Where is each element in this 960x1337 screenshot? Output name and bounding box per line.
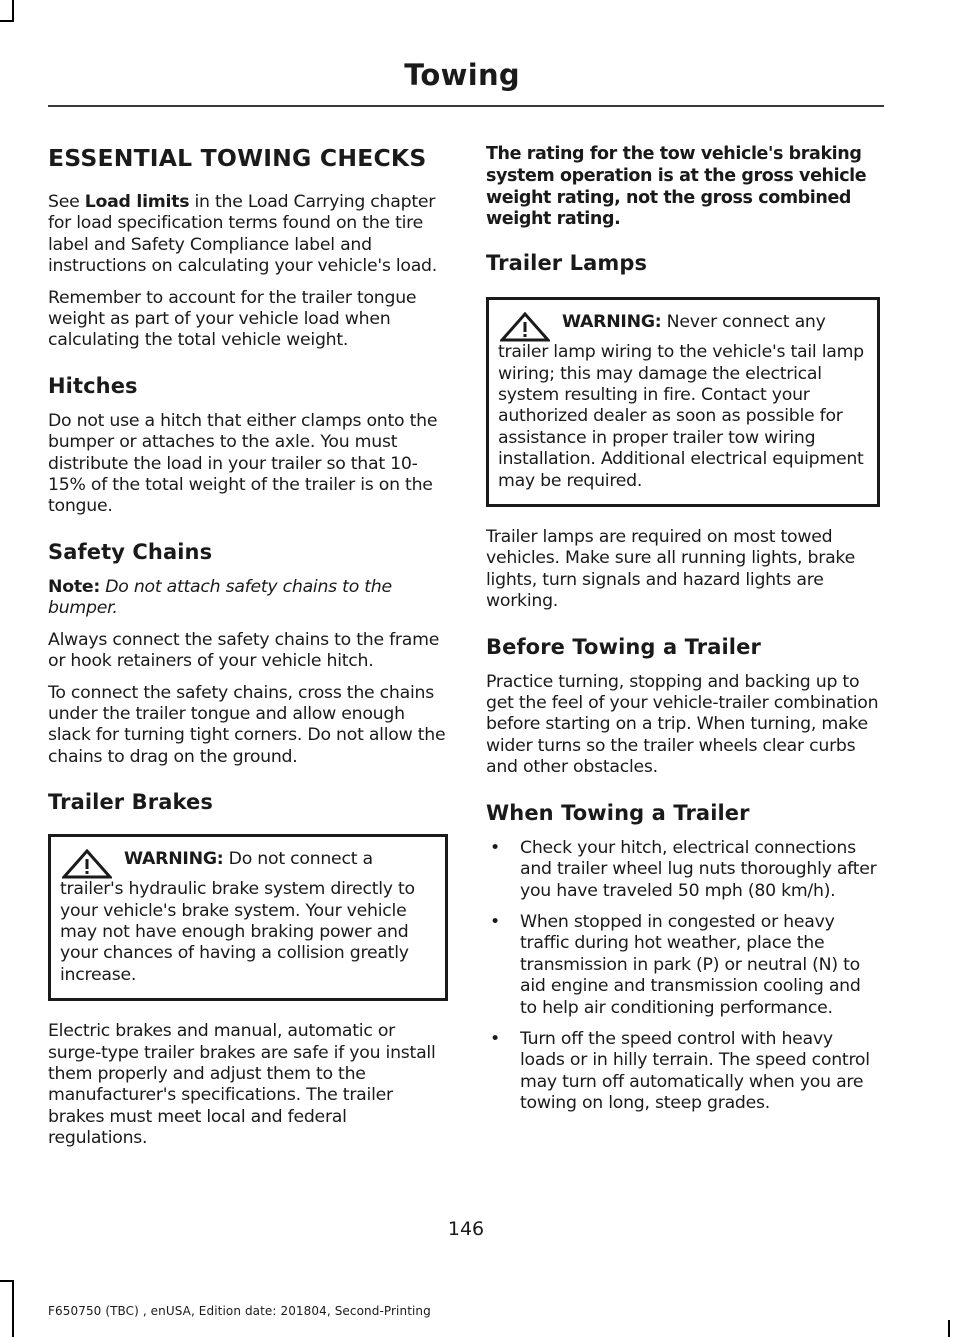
note-paragraph (48, 577, 448, 620)
load-limits-link[interactable]: Load limits (84, 192, 190, 212)
tongue-weight-paragraph: Remember to account for the trailer tongue weight as part of your vehicle load when calculating the total vehicle weight. (48, 287, 417, 351)
when-towing-heading: When Towing a Trailer (486, 800, 750, 825)
text-span: in the Load Carrying chapter for load specification terms found on the tire label and Safety Compliance label and instructions on calculating your vehicle's load. (48, 192, 438, 277)
list-item-text: Check your hitch, electrical connections and trailer wheel lug nuts thoroughly after you have traveled 50 mph (80 km/h). (520, 837, 877, 901)
chains-paragraph-2: To connect the safety chains, cross the chains under the trailer tongue and allow enough slack for turning tight corners. Do not allow the chains to drag on the ground. (48, 682, 446, 767)
rating-paragraph: The rating for the tow vehicle's braking system operation is at the gross vehicle weight rating, not the gross combined weight rating. (486, 144, 867, 230)
warning-label: WARNING: (562, 312, 662, 333)
bullet: • (490, 837, 500, 858)
crop-mark (948, 1320, 950, 1337)
header-divider (48, 105, 884, 107)
when-towing-list (486, 838, 880, 1115)
brakes-warning-box (48, 834, 448, 1001)
note-label: Note: (48, 576, 100, 597)
crop-mark (12, 0, 14, 22)
lamps-paragraph: Trailer lamps are required on most towed vehicles. Make sure all running lights, brake lights, turn signals and hazard lights are working. (486, 527, 855, 612)
list-item-text: When stopped in congested or heavy traffic during hot weather, place the transmission in park (P) or neutral (N) to aid engine and transmission cooling and to help air conditioning performance. (520, 911, 861, 1018)
text-span: See (48, 192, 85, 212)
crop-mark (12, 1280, 14, 1337)
list-item (486, 838, 880, 902)
warning-triangle-icon (62, 849, 112, 879)
section-heading: ESSENTIAL TOWING CHECKS (48, 144, 427, 172)
bullet: • (490, 1028, 500, 1049)
bullet: • (490, 911, 500, 932)
warning-text: Never connect any trailer lamp wiring to the vehicle's tail lamp wiring; this may damage the electrical system resulting in fire. Contact your authorized dealer as soon as possible for assistance in proper trailer tow wiring installation. Additional electrical equipment may be required. (498, 312, 864, 491)
crop-mark (0, 1280, 14, 1282)
warning-triangle-icon (500, 312, 550, 342)
lamps-warning-box (486, 297, 880, 507)
warning-text: Do not connect a trailer's hydraulic brake system directly to your vehicle's brake system. Your vehicle may not have enough braking power and your chances of having a collision greatly increase. (60, 849, 415, 985)
list-item (486, 912, 880, 1019)
safety-chains-heading: Safety Chains (48, 539, 213, 564)
hitches-paragraph: Do not use a hitch that either clamps onto the bumper or attaches to the axle. You must distribute the load in your trailer so that 10-15% of the total weight of the trailer is on the tongue. (48, 410, 438, 517)
brakes-paragraph: Electric brakes and manual, automatic or surge-type trailer brakes are safe if you install them properly and adjust them to the manufacturer's specifications. The trailer brakes must meet local and federal regulations. (48, 1021, 436, 1149)
hitches-heading: Hitches (48, 373, 138, 398)
crop-mark (0, 20, 14, 22)
right-column (486, 144, 880, 1125)
load-limits-paragraph (48, 192, 448, 278)
page-title: Towing (404, 58, 520, 92)
list-item-text: Turn off the speed control with heavy loads or in hilly terrain. The speed control may turn off automatically when you are towing on long, steep grades. (520, 1028, 870, 1114)
trailer-lamps-heading: Trailer Lamps (486, 251, 648, 276)
trailer-brakes-heading: Trailer Brakes (48, 790, 213, 815)
footer-edition-info: F650750 (TBC) , enUSA, Edition date: 201804, Second-Printing (48, 1304, 431, 1318)
before-towing-paragraph: Practice turning, stopping and backing up to get the feel of your vehicle-trailer combination before starting on a trip. When turning, make wider turns so the trailer wheels clear curbs and other obstacles. (486, 671, 879, 778)
before-towing-heading: Before Towing a Trailer (486, 634, 761, 659)
left-column (48, 144, 448, 1160)
list-item (486, 1029, 880, 1115)
warning-label: WARNING: (124, 849, 224, 870)
note-text: Do not attach safety chains to the bumper. (48, 576, 392, 619)
chains-paragraph-1: Always connect the safety chains to the frame or hook retainers of your vehicle hitch. (48, 629, 440, 672)
page-number: 146 (447, 1218, 485, 1240)
